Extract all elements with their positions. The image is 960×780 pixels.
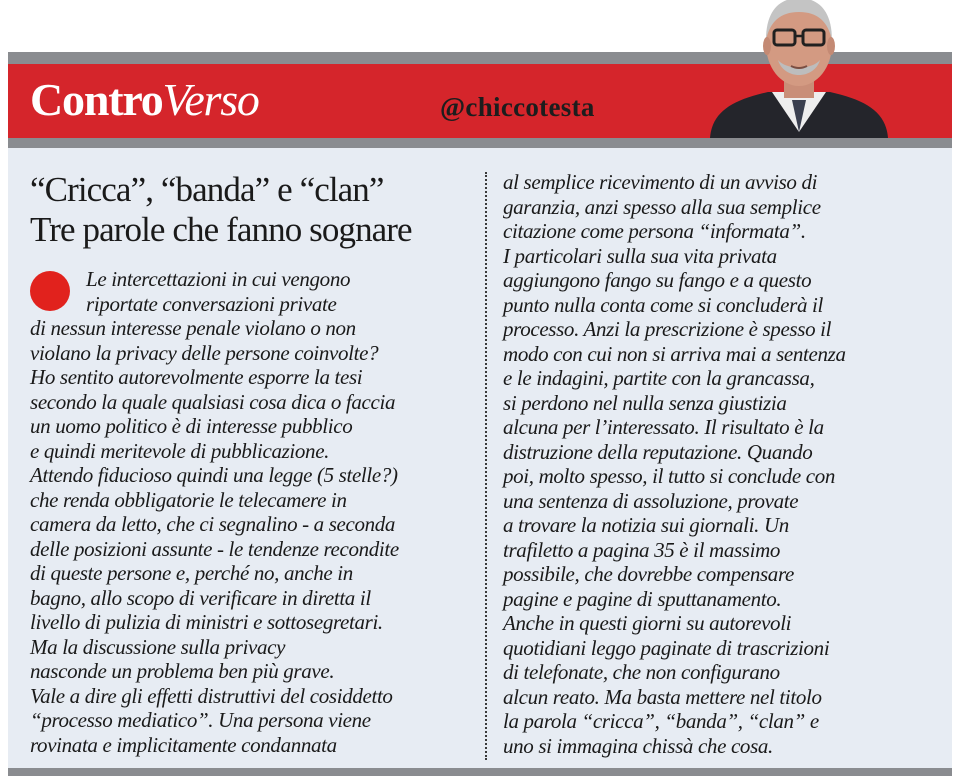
text-line: un uomo politico è di interesse pubblico: [30, 414, 353, 438]
text-line: processo. Anzi la prescrizione è spesso il: [503, 317, 832, 341]
text-line: aggiungono fango su fango e a questo: [503, 268, 812, 292]
article-headline: [30, 170, 476, 250]
text-line: secondo la quale qualsiasi cosa dica o faccia: [30, 389, 396, 414]
text-line: alcun reato. Ma basta mettere nel titolo: [503, 684, 822, 709]
header-bottom-rule: [8, 138, 952, 148]
column-divider: [485, 172, 487, 760]
text-line: a trovare la notizia sui giornali. Un: [503, 513, 789, 537]
text-line: di queste persone e, perché no, anche in: [30, 561, 353, 585]
text-line: Ho sentito autorevolmente esporre la tesi: [30, 365, 363, 389]
bottom-gray-rule: [8, 768, 952, 776]
text-line: di nessun interesse penale violano o non: [30, 316, 356, 340]
text-line: rovinata e implicitamente condannata: [30, 732, 337, 757]
text-line: Le intercettazioni in cui vengono: [86, 267, 351, 291]
article-column-right: [503, 170, 933, 758]
text-line: che renda obbligatorie le telecamere in: [30, 487, 347, 512]
headline-line: “Cricca”, “banda” e “clan”: [30, 170, 384, 209]
brand-bold-part: Contro: [30, 74, 163, 125]
text-line: di telefonate, che non configurano: [503, 660, 780, 684]
text-line: “processo mediatico”. Una persona viene: [30, 708, 371, 732]
text-line: nasconde un problema ben più grave.: [30, 659, 335, 683]
text-line: punto nulla conta come si concluderà il: [503, 292, 823, 317]
author-handle: @chiccotesta: [440, 92, 595, 122]
text-line: Ma la discussione sulla privacy: [30, 634, 286, 659]
text-line: si perdono nel nulla senza giustizia: [503, 390, 787, 415]
text-line: Vale a dire gli effetti distruttivi del cosiddetto: [30, 683, 393, 708]
text-line: camera da letto, che ci segnalino - a seconda: [30, 512, 396, 536]
brand-italic-part: Verso: [162, 74, 259, 125]
text-line: Attendo fiducioso quindi una legge (5 stelle?): [30, 463, 398, 487]
text-line: uno si immagina chissà che cosa.: [503, 733, 773, 758]
article-column-left: [30, 267, 475, 757]
text-line: pagine e pagine di sputtanamento.: [503, 586, 782, 611]
text-line: Anche in questi giorni su autorevoli: [503, 611, 792, 635]
text-line: distruzione della reputazione. Quando: [503, 439, 813, 464]
text-line: citazione come persona “informata”.: [503, 219, 806, 243]
text-line: violano la privacy delle persone coinvolte?: [30, 340, 379, 365]
text-line: una sentenza di assoluzione, provate: [503, 488, 799, 513]
text-line: e le indagini, partite con la grancassa,: [503, 366, 815, 390]
text-line: livello di pulizia di ministri e sottosegretari.: [30, 610, 383, 634]
column-brand-title: [30, 76, 259, 124]
text-line: possibile, che dovrebbe compensare: [503, 562, 794, 586]
text-line: alcuna per l’interessato. Il risultato è la: [503, 415, 824, 439]
text-line: trafiletto a pagina 35 è il massimo: [503, 537, 781, 562]
headline-line: Tre parole che fanno sognare: [30, 210, 412, 249]
text-line: garanzia, anzi spesso alla sua semplice: [503, 194, 821, 219]
text-line: delle posizioni assunte - le tendenze recondite: [30, 536, 399, 561]
author-portrait: [692, 0, 906, 138]
text-line: riportate conversazioni private: [86, 291, 337, 316]
text-line: modo con cui non si arriva mai a sentenza: [503, 341, 846, 366]
text-line: I particolari sulla sua vita privata: [503, 243, 777, 268]
text-line: quotidiani leggo paginate di trascrizioni: [503, 635, 830, 660]
text-line: bagno, allo scopo di verificare in diretta il: [30, 585, 371, 610]
text-line: al semplice ricevimento di un avviso di: [503, 170, 818, 194]
text-line: e quindi meritevole di pubblicazione.: [30, 438, 330, 463]
text-line: la parola “cricca”, “banda”, “clan” e: [503, 709, 819, 733]
text-line: poi, molto spesso, il tutto si conclude con: [503, 464, 836, 488]
